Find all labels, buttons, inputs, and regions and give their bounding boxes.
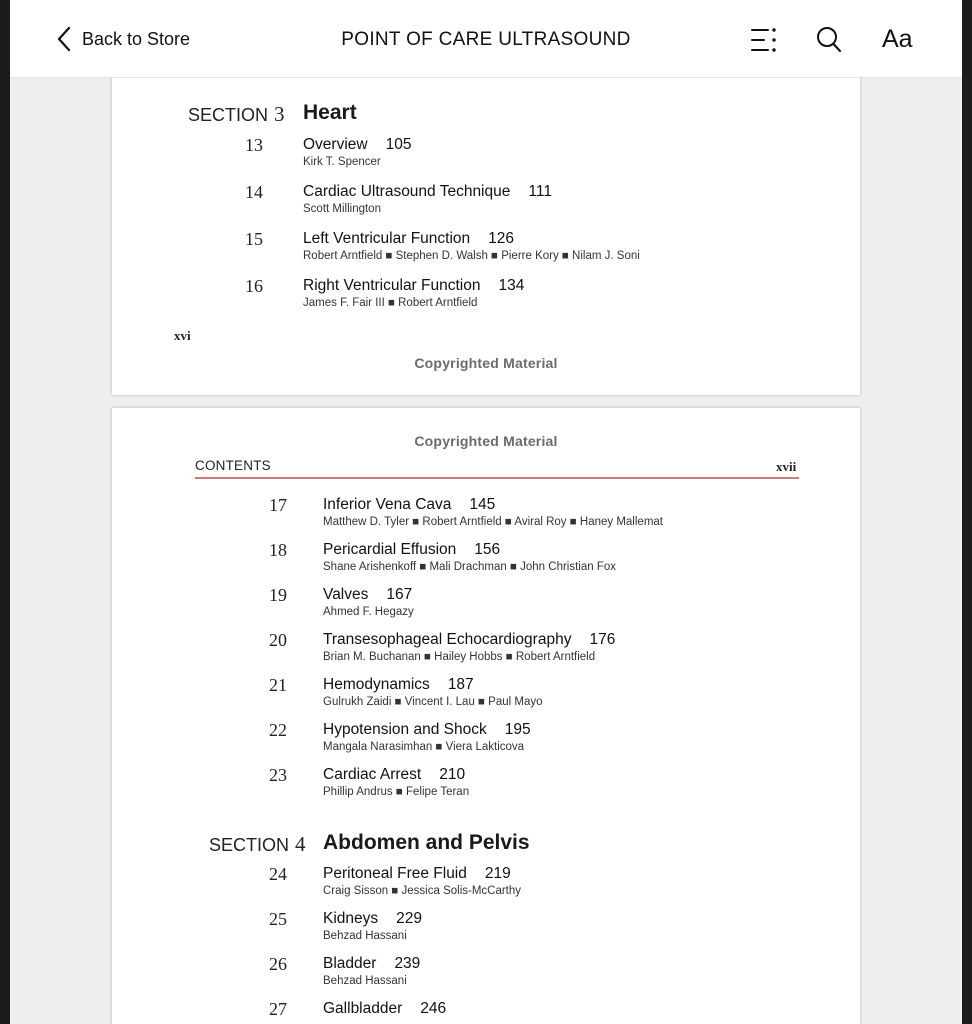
chapter-number: 14 [245, 182, 263, 202]
chapter-title-line[interactable] [323, 721, 531, 739]
chapter-title: Overview [303, 136, 368, 153]
reader-toolbar [10, 0, 962, 78]
toc-entry[interactable] [112, 864, 860, 904]
chapter-title: Kidneys [323, 910, 379, 927]
chapter-title: Inferior Vena Cava [323, 496, 452, 513]
toc-entry[interactable] [112, 540, 860, 580]
chapter-number: 25 [269, 909, 287, 929]
chapter-page-number: 187 [447, 676, 474, 693]
toc-entry[interactable] [112, 765, 860, 805]
chapter-authors: Kirk T. Spencer [303, 156, 381, 168]
chapter-number: 24 [269, 864, 287, 884]
toc-entry[interactable] [112, 135, 860, 175]
chapter-number: 27 [269, 999, 287, 1019]
chapter-title-line[interactable] [323, 955, 420, 973]
table-of-contents-button[interactable] [750, 26, 778, 59]
chapter-page-number: 134 [498, 277, 525, 294]
chapter-title: Right Ventricular Function [303, 277, 481, 294]
chapter-page-number: 239 [394, 955, 421, 972]
chapter-title: Bladder [323, 955, 377, 972]
chapter-number: 15 [245, 229, 263, 249]
page-folio: xvii [776, 459, 797, 474]
chapter-authors: Matthew D. Tyler ■ Robert Arntfield ■ Aviral Roy ■ Haney Mallemat [323, 516, 663, 528]
running-head: CONTENTS [195, 458, 271, 473]
chapter-page-number: 219 [484, 865, 511, 882]
reader-canvas[interactable] [10, 0, 962, 1024]
chapter-title-line[interactable] [323, 631, 615, 649]
header-rule [195, 477, 799, 479]
toc-entry[interactable] [112, 229, 860, 269]
chapter-number: 19 [269, 585, 287, 605]
chapter-page-number: 210 [439, 766, 466, 783]
copyright-notice: Copyrighted Material [414, 433, 558, 449]
chapter-page-number: 156 [474, 541, 501, 558]
chapter-page-number: 126 [488, 230, 515, 247]
section-title[interactable]: Heart [303, 101, 357, 124]
chapter-title: Hypotension and Shock [323, 721, 487, 738]
right-bezel [962, 0, 972, 1024]
chapter-title: Hemodynamics [323, 676, 430, 693]
page-xvi [112, 60, 860, 395]
toc-entry[interactable] [112, 909, 860, 949]
toc-entry[interactable] [112, 954, 860, 994]
chapter-authors: Mangala Narasimhan ■ Viera Lakticova [323, 741, 525, 753]
toc-entry[interactable] [112, 675, 860, 715]
back-label: Back to Store [82, 28, 191, 49]
chapter-title-line[interactable] [323, 865, 511, 883]
chapter-title-line[interactable] [303, 277, 524, 295]
chapter-title-line[interactable] [303, 230, 514, 248]
chapter-title: Left Ventricular Function [303, 230, 471, 247]
chapter-title: Pericardial Effusion [323, 541, 457, 558]
section-3-label [188, 102, 285, 127]
search-button[interactable] [816, 26, 842, 59]
chapter-title-line[interactable] [323, 541, 500, 559]
copyright-notice: Copyrighted Material [414, 355, 558, 371]
chapter-title: Cardiac Arrest [323, 766, 422, 783]
chapter-title: Transesophageal Echocardiography [323, 631, 572, 648]
chapter-title: Valves [323, 586, 369, 603]
chapter-page-number: 145 [469, 496, 496, 513]
chapter-number: 17 [269, 495, 287, 515]
chapter-authors: Phillip Andrus ■ Felipe Teran [323, 786, 470, 798]
chapter-number: 23 [269, 765, 287, 785]
chapter-number: 22 [269, 720, 287, 740]
chapter-authors: Scott Millington [303, 203, 381, 215]
chapter-title-line[interactable] [323, 910, 422, 928]
chapter-title-line[interactable] [303, 136, 411, 154]
chapter-authors: James F. Fair III ■ Robert Arntfield [303, 297, 478, 309]
chapter-page-number: 167 [386, 586, 413, 603]
font-settings-button[interactable]: Aa [882, 25, 913, 53]
chapter-title-line[interactable] [323, 766, 465, 784]
chapter-page-number: 105 [385, 136, 412, 153]
book-title: POINT OF CARE ULTRASOUND [341, 29, 631, 50]
toc-entry[interactable] [112, 182, 860, 222]
toc-entry[interactable] [112, 999, 860, 1024]
chapter-title: Cardiac Ultrasound Technique [303, 183, 511, 200]
chapter-number: 26 [269, 954, 287, 974]
chapter-page-number: 229 [396, 910, 423, 927]
toc-entry[interactable] [112, 276, 860, 316]
chapter-number: 13 [245, 135, 263, 155]
toc-entry[interactable] [112, 495, 860, 535]
chapter-page-number: 246 [420, 1000, 447, 1017]
chapter-page-number: 195 [504, 721, 531, 738]
chapter-number: 20 [269, 630, 287, 650]
section-number: 4 [295, 832, 306, 856]
chapter-authors: Ahmed F. Hegazy [323, 606, 414, 618]
chapter-title: Gallbladder [323, 1000, 403, 1017]
chapter-authors: Gulrukh Zaidi ■ Vincent I. Lau ■ Paul Mayo [323, 696, 543, 708]
left-bezel [0, 0, 10, 1024]
table-of-contents-icon [750, 26, 778, 54]
chapter-authors: Behzad Hassani [323, 930, 407, 942]
toc-entry[interactable] [112, 630, 860, 670]
chapter-title-line[interactable] [323, 496, 495, 514]
page-folio: xvi [174, 328, 191, 343]
toc-entry[interactable] [112, 585, 860, 625]
chapter-title-line[interactable] [303, 183, 552, 201]
chapter-authors: Brian M. Buchanan ■ Hailey Hobbs ■ Robert Arntfield [323, 651, 596, 663]
chapter-authors: Shane Arishenkoff ■ Mali Drachman ■ John Christian Fox [323, 561, 617, 573]
chapter-page-number: 176 [589, 631, 616, 648]
search-icon [816, 26, 842, 54]
section-label: SECTION [209, 835, 290, 855]
chapter-authors: Behzad Hassani [323, 975, 407, 987]
chapter-title-line[interactable] [323, 586, 412, 604]
section-label: SECTION [188, 105, 269, 125]
chapter-title: Peritoneal Free Fluid [323, 865, 467, 882]
section-4-label [209, 832, 306, 857]
chapter-number: 21 [269, 675, 287, 695]
page-xvii [112, 408, 860, 1024]
chapter-number: 18 [269, 540, 287, 560]
chapter-authors: Robert Arntfield ■ Stephen D. Walsh ■ Pierre Kory ■ Nilam J. Soni [303, 250, 640, 262]
section-title[interactable]: Abdomen and Pelvis [323, 831, 530, 854]
toc-entry[interactable] [112, 720, 860, 760]
section-number: 3 [274, 102, 285, 126]
chapter-number: 16 [245, 276, 263, 296]
chapter-title-line[interactable] [323, 1000, 446, 1018]
chapter-authors: Craig Sisson ■ Jessica Solis-McCarthy [323, 885, 522, 897]
chapter-title-line[interactable] [323, 676, 474, 694]
chapter-page-number: 111 [528, 183, 552, 200]
